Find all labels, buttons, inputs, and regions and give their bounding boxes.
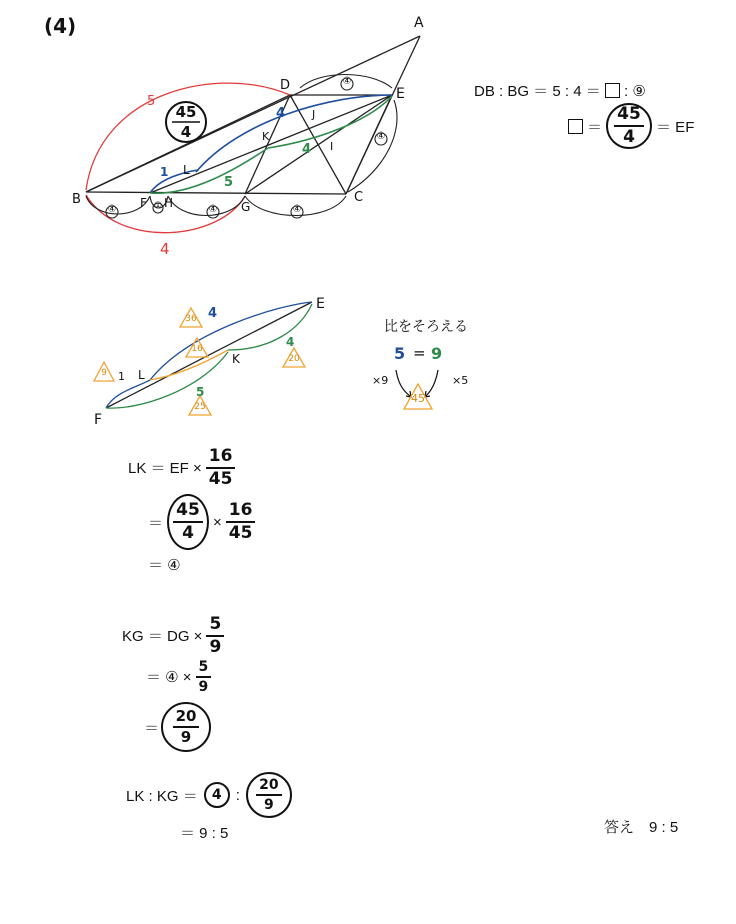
kg-f3-den: 9 bbox=[180, 727, 192, 746]
ratio-right: : ⑨ bbox=[624, 83, 646, 100]
geometry-diagram-2 bbox=[0, 280, 736, 440]
align-mul-right: ×5 bbox=[452, 374, 469, 387]
result-left: LK : KG ＝ bbox=[126, 787, 198, 805]
point-e-label: E bbox=[396, 86, 405, 102]
ratio-left: DB : BG ＝ 5 : 4 ＝ bbox=[474, 83, 601, 100]
d2-l-label: L bbox=[138, 368, 145, 382]
kg-line-3 bbox=[144, 702, 211, 752]
point-a-label: A bbox=[414, 15, 424, 31]
d2-tri-16: 16 bbox=[191, 344, 203, 354]
point-k-label: K bbox=[262, 130, 270, 143]
answer: 答え 9 : 5 bbox=[604, 819, 679, 836]
circled-fraction bbox=[606, 103, 652, 149]
align-right: 9 bbox=[431, 344, 443, 363]
kg-f2-den: 9 bbox=[198, 678, 209, 695]
box-eq-sign: ＝ bbox=[587, 118, 603, 136]
d2-tri-20: 20 bbox=[288, 354, 300, 364]
lk-line-2 bbox=[148, 494, 255, 550]
kg-f1-den: 9 bbox=[209, 636, 222, 657]
result-f-den: 9 bbox=[263, 796, 274, 813]
d2-green-5: 5 bbox=[196, 385, 205, 399]
lk-f1-num: 16 bbox=[208, 446, 233, 466]
kg-line2-left: ＝ ④ × bbox=[146, 669, 192, 687]
d2-k-label: K bbox=[232, 352, 240, 366]
d2-tri-36: 36 bbox=[185, 314, 197, 324]
lk-f3-num: 16 bbox=[228, 500, 253, 521]
seg-hg: ④ bbox=[208, 204, 218, 215]
blank-box-2 bbox=[568, 119, 583, 134]
kg-line-1 bbox=[122, 616, 224, 656]
line-bc bbox=[86, 192, 346, 194]
blue-label-4: 4 bbox=[276, 106, 286, 121]
lk-f2-num: 45 bbox=[176, 500, 200, 521]
point-g-label: G bbox=[241, 200, 251, 214]
seg-de: ④ bbox=[342, 76, 352, 87]
frac-45-num: 45 bbox=[175, 103, 197, 121]
box-eq-tail: ＝ EF bbox=[656, 118, 695, 136]
d2-one: 1 bbox=[118, 370, 125, 383]
point-f-label: F bbox=[140, 196, 147, 210]
lk-line-3: ＝ ④ bbox=[148, 557, 181, 574]
point-j-label: J bbox=[312, 108, 316, 121]
d2-blue-4: 4 bbox=[208, 306, 218, 321]
align-title: 比をそろえる bbox=[384, 318, 468, 334]
point-b-label: B bbox=[72, 192, 81, 207]
lk-line-1 bbox=[128, 448, 235, 488]
seg-bf: ④ bbox=[107, 204, 117, 215]
result-colon: : bbox=[235, 786, 240, 804]
ratio-line bbox=[474, 80, 646, 101]
point-h-label: H bbox=[164, 196, 174, 210]
point-c-label: C bbox=[354, 190, 364, 205]
kg-f3-num: 20 bbox=[175, 707, 197, 726]
result-f-num: 20 bbox=[259, 777, 279, 794]
green-label-5: 5 bbox=[224, 175, 234, 190]
align-eq: = bbox=[413, 344, 426, 362]
align-result: 45 bbox=[411, 392, 425, 405]
d2-f-label: F bbox=[94, 412, 103, 428]
d2-tri-25: 25 bbox=[194, 402, 206, 412]
lk-f2-den: 4 bbox=[182, 522, 194, 543]
frac-den: 4 bbox=[623, 126, 635, 147]
lk-line1-left: LK ＝ EF × bbox=[128, 460, 202, 478]
lk-f1-den: 45 bbox=[208, 468, 233, 489]
problem-label: (4) bbox=[44, 14, 77, 38]
seg-fh: ① bbox=[153, 201, 163, 211]
lk-f3-den: 45 bbox=[228, 522, 253, 543]
lk-circled-fraction bbox=[167, 494, 209, 550]
kg-circled-fraction bbox=[161, 702, 211, 752]
red-label-5: 5 bbox=[147, 94, 156, 109]
d2-green-4: 4 bbox=[286, 335, 295, 349]
kg-line1-left: KG ＝ DG × bbox=[122, 628, 203, 646]
d2-e-label: E bbox=[316, 296, 325, 312]
frac-num: 45 bbox=[617, 104, 641, 125]
d2-tri-9: 9 bbox=[101, 368, 107, 378]
red-label-4: 4 bbox=[160, 240, 170, 258]
align-left: 5 bbox=[394, 344, 406, 363]
seg-gc: ④ bbox=[292, 204, 302, 215]
seg-ec: ④ bbox=[376, 131, 386, 142]
result-circled-fraction bbox=[246, 772, 292, 818]
kg-line-2 bbox=[146, 660, 211, 694]
point-d-label: D bbox=[280, 78, 291, 93]
result-line-2: ＝ 9 : 5 bbox=[180, 825, 229, 842]
box-equation bbox=[568, 103, 694, 149]
kg-f2-num: 5 bbox=[198, 659, 209, 675]
result-circled-4: 4 bbox=[204, 782, 230, 808]
frac-4-den: 4 bbox=[180, 123, 192, 141]
point-i-label: I bbox=[330, 140, 334, 153]
lk-line2-eq: ＝ bbox=[148, 514, 164, 532]
blue-label-1: 1 bbox=[160, 165, 169, 179]
align-mul-left: ×9 bbox=[372, 374, 389, 387]
result-line-1 bbox=[126, 772, 292, 818]
blank-box bbox=[605, 83, 620, 98]
point-l-label: L bbox=[183, 163, 190, 177]
kg-line3-eq: ＝ bbox=[144, 719, 160, 737]
lk-times: × bbox=[213, 513, 222, 531]
green-label-4: 4 bbox=[302, 142, 312, 157]
kg-f1-num: 5 bbox=[209, 614, 222, 634]
